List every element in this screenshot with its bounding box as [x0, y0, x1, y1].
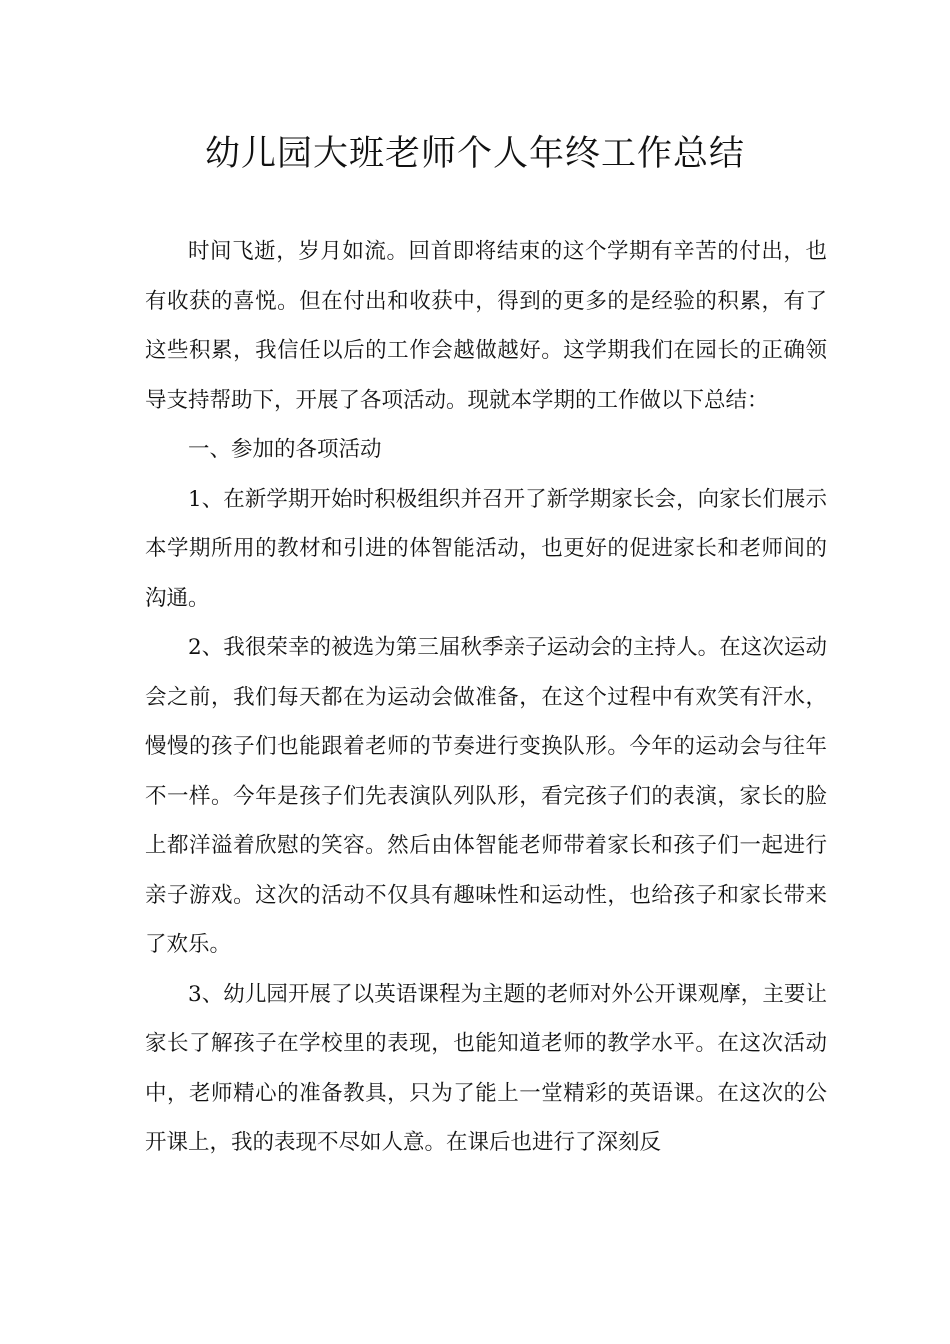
paragraph-item-1: 1、在新学期开始时积极组织并召开了新学期家长会，向家长们展示本学期所用的教材和引进的体智能活动，也更好的促进家长和老师间的沟通。 — [145, 486, 827, 611]
section-heading-activities: 一、参加的各项活动 — [188, 437, 382, 462]
document-title: 幼儿园大班老师个人年终工作总结 — [204, 134, 745, 174]
paragraph-intro: 时间飞逝，岁月如流。回首即将结束的这个学期有辛苦的付出，也有收获的喜悦。但在付出和收获中，得到的更多的是经验的积累，有了这些积累，我信任以后的工作会越做越好。这学期我们在园长的正确领导支持帮助下，开展了各项活动。现就本学期的工作做以下总结： — [145, 239, 827, 413]
document-body — [145, 227, 827, 1168]
paragraph-item-2: 2、我很荣幸的被选为第三届秋季亲子运动会的主持人。在这次运动会之前，我们每天都在为运动会做准备，在这个过程中有欢笑有汗水，慢慢的孩子们也能跟着老师的节奏进行变换队形。今年的运动会与往年不一样。今年是孩子们先表演队列队形，看完孩子们的表演，家长的脸上都洋溢着欣慰的笑容。然后由体智能老师带着家长和孩子们一起进行亲子游戏。这次的活动不仅具有趣味性和运动性，也给孩子和家长带来了欢乐。 — [145, 635, 827, 957]
paragraph-item-3: 3、幼儿园开展了以英语课程为主题的老师对外公开课观摩，主要让家长了解孩子在学校里的表现，也能知道老师的教学水平。在这次活动中，老师精心的准备教具，只为了能上一堂精彩的英语课。在这次的公开课上，我的表现不尽如人意。在课后也进行了深刻反 — [145, 981, 827, 1155]
